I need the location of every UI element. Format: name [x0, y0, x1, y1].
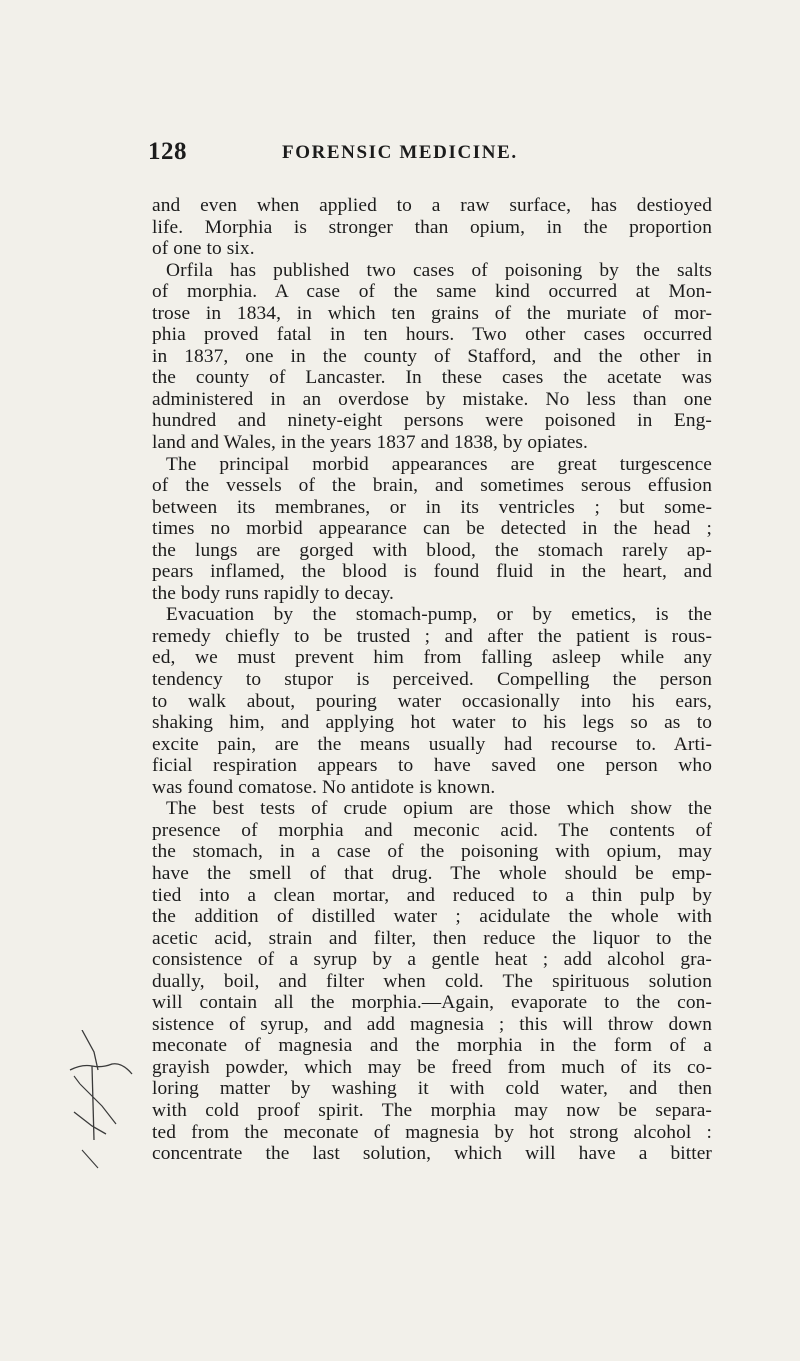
text-line: the county of Lancaster. In these cases the acetate was	[152, 367, 712, 389]
text-line: dually, boil, and filter when cold. The spirituous solution	[152, 970, 712, 992]
text-line: and even when applied to a raw surface, has destioyed	[152, 195, 712, 216]
running-title: FORENSIC MEDICINE.	[282, 142, 518, 163]
text-line: land and Wales, in the years 1837 and 1838, by opiates.	[152, 432, 589, 454]
text-line: of morphia. A case of the same kind occurred at Mon-	[152, 281, 712, 303]
text-line: the stomach, in a case of the poisoning with opium, may	[152, 841, 712, 863]
page-header	[148, 138, 708, 168]
text-line: between its membranes, or in its ventricles ; but some-	[152, 496, 712, 518]
text-line: tendency to stupor is perceived. Compelling the person	[152, 669, 712, 691]
text-line: shaking him, and applying hot water to his legs so as to	[152, 712, 712, 734]
text-line: the addition of distilled water ; acidulate the whole with	[152, 906, 712, 928]
text-line: tied into a clean mortar, and reduced to a thin pulp by	[152, 884, 712, 906]
text-line: concentrate the last solution, which will have a bitter	[152, 1143, 712, 1165]
text-line: excite pain, are the means usually had recourse to. Arti-	[152, 733, 712, 755]
text-line: times no morbid appearance can be detected in the head ;	[152, 518, 712, 540]
page-number: 128	[148, 138, 187, 165]
text-line: of the vessels of the brain, and sometimes serous effusion	[152, 475, 712, 497]
text-line: Orfila has published two cases of poisoning by the salts	[166, 259, 712, 281]
text-line: the body runs rapidly to decay.	[152, 582, 395, 604]
text-line: consistence of a syrup by a gentle heat ; add alcohol gra-	[152, 949, 712, 971]
text-line: ed, we must prevent him from falling asleep while any	[152, 647, 712, 669]
body-text	[152, 195, 712, 1165]
text-line: with cold proof spirit. The morphia may now be separa-	[152, 1099, 712, 1121]
text-line: ficial respiration appears to have saved one person who	[152, 755, 712, 777]
text-line: loring matter by washing it with cold water, and then	[152, 1078, 712, 1100]
text-line: in 1837, one in the county of Stafford, and the other in	[152, 345, 712, 367]
text-line: Evacuation by the stomach-pump, or by emetics, is the	[166, 604, 712, 626]
text-line: was found comatose. No antidote is known.	[152, 776, 496, 798]
text-line: administered in an overdose by mistake. No less than one	[152, 388, 712, 410]
text-line: life. Morphia is stronger than opium, in the proportion	[152, 216, 712, 238]
text-line: hundred and ninety-eight persons were poisoned in Eng-	[152, 410, 712, 432]
text-line: have the smell of that drug. The whole should be emp-	[152, 862, 712, 884]
text-line: presence of morphia and meconic acid. The contents of	[152, 819, 712, 841]
text-line: phia proved fatal in ten hours. Two other cases occurred	[152, 324, 712, 346]
text-line: The best tests of crude opium are those which show the	[166, 798, 712, 820]
text-line: remedy chiefly to be trusted ; and after the patient is rous-	[152, 625, 712, 647]
text-line: of one to six.	[152, 238, 255, 260]
text-line: acetic acid, strain and filter, then reduce the liquor to the	[152, 927, 712, 949]
text-line: to walk about, pouring water occasionally into his ears,	[152, 690, 712, 712]
text-line: the lungs are gorged with blood, the stomach rarely ap-	[152, 539, 712, 561]
text-line: ted from the meconate of magnesia by hot strong alcohol :	[152, 1121, 712, 1143]
margin-pencil-mark	[68, 1030, 148, 1210]
text-line: pears inflamed, the blood is found fluid in the heart, and	[152, 561, 712, 583]
text-line: will contain all the morphia.—Again, evaporate to the con-	[152, 992, 712, 1014]
text-line: The principal morbid appearances are great turgescence	[166, 453, 712, 475]
text-line: grayish powder, which may be freed from much of its co-	[152, 1056, 712, 1078]
text-line: trose in 1834, in which ten grains of the muriate of mor-	[152, 302, 712, 324]
text-line: meconate of magnesia and the morphia in the form of a	[152, 1035, 712, 1057]
text-line: sistence of syrup, and add magnesia ; this will throw down	[152, 1013, 712, 1035]
